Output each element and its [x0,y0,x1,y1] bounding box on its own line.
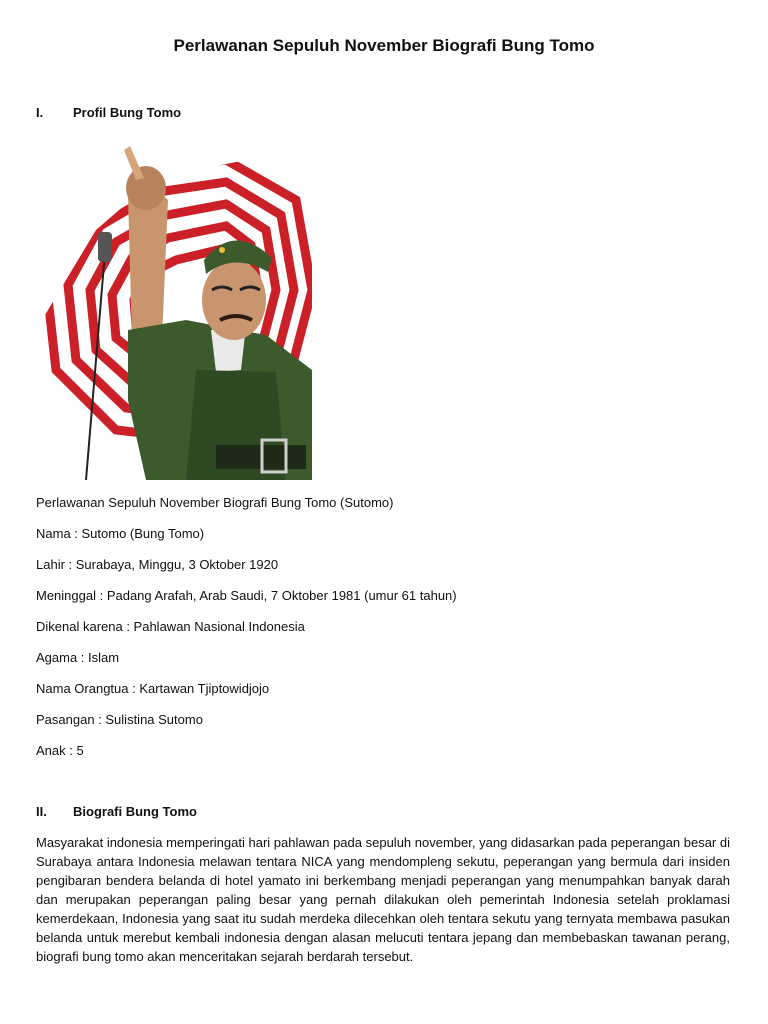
section-number: II. [36,804,47,819]
section-title: Biografi Bung Tomo [73,804,197,819]
bung-tomo-photo [36,140,314,480]
profile-line-name: Nama : Sutomo (Bung Tomo) [36,526,205,541]
profile-line-known-for: Dikenal karena : Pahlawan Nasional Indonesia [36,619,305,634]
profile-line-died: Meninggal : Padang Arafah, Arab Saudi, 7 Oktober 1981 (umur 61 tahun) [36,588,457,603]
profile-line-spouse: Pasangan : Sulistina Sutomo [36,712,203,727]
section-heading-biography [36,804,197,819]
document-title: Perlawanan Sepuluh November Biografi Bung Tomo [173,36,595,55]
profile-line-born: Lahir : Surabaya, Minggu, 3 Oktober 1920 [36,557,279,572]
profile-line-children: Anak : 5 [36,743,84,758]
section-heading-profile [36,105,181,120]
biography-paragraph: Masyarakat indonesia memperingati hari pahlawan pada sepuluh november, yang didasarkan pada peperangan besar di Surabaya antara Indonesia melawan tentara NICA yang mendompleng sekutu, peperangan yang bermula dari insiden pengibaran bendera belanda di hotel yamato ini berkembang menjadi peperangan yang menumpahkan banyak darah dan merupakan peperangan paling besar yang pernah dilakukan oleh pemerintah Indonesia setelah proklamasi kemerdekaan, Indonesia yang saat itu sudah merdeka dilecehkan oleh tentara sekutu yang ternyata membawa pasukan belanda untuk merebut kembali indonesia dengan alasan melucuti tentara jepang dan membebaskan tawanan perang, biografi bung tomo akan menceritakan sejarah berdarah tersebut. [36,835,730,964]
profile-line-parents: Nama Orangtua : Kartawan Tjiptowidjojo [36,681,270,696]
section-title: Profil Bung Tomo [73,105,182,120]
profile-line-title: Perlawanan Sepuluh November Biografi Bung Tomo (Sutomo) [36,495,394,510]
profile-line-religion: Agama : Islam [36,650,120,665]
section-number: I. [36,105,44,120]
